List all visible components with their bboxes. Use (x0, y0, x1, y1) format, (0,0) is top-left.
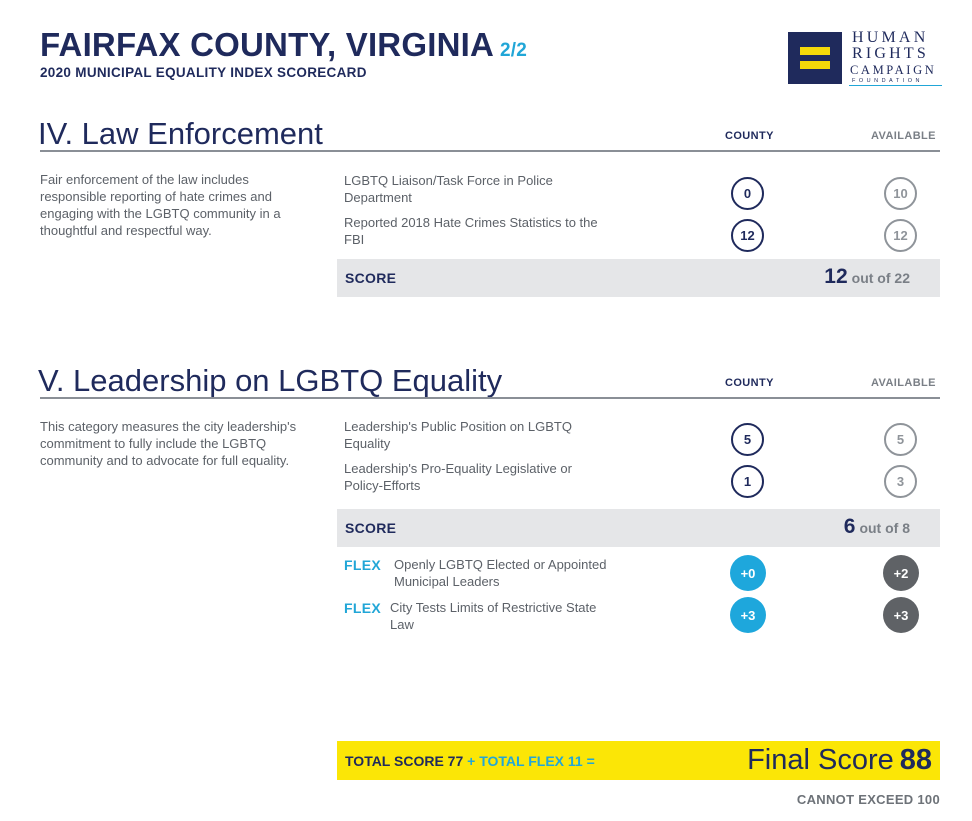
section-title-law-enforcement: IV. Law Enforcement (38, 116, 323, 151)
section-divider (40, 150, 940, 152)
column-header-county: COUNTY (725, 130, 774, 142)
available-score-badge: 12 (884, 219, 917, 252)
available-score-badge: 10 (884, 177, 917, 210)
logo-line-human: HUMAN (852, 29, 929, 46)
flex-criterion-label: City Tests Limits of Restrictive State Law (390, 600, 597, 632)
section-divider (40, 397, 940, 399)
equality-icon (788, 32, 842, 84)
section-description: Fair enforcement of the law includes responsible reporting of hate crimes and engaging with the LGBTQ community in a thoughtful and respectful way. (40, 172, 281, 238)
county-score-badge: 5 (731, 423, 764, 456)
county-score-badge: 0 (731, 177, 764, 210)
score-out-of: out of 8 (859, 520, 910, 536)
logo-line-foundation: FOUNDATION (852, 78, 923, 84)
available-score-badge: 3 (884, 465, 917, 498)
criterion-label: Leadership's Public Position on LGBTQ Equality (344, 419, 572, 451)
logo-line-rights: RIGHTS (852, 45, 929, 62)
total-score-label: TOTAL SCORE 77 (345, 753, 464, 769)
score-number: 6 (843, 515, 856, 538)
available-score-badge: 5 (884, 423, 917, 456)
score-label: SCORE (345, 520, 397, 536)
page-indicator: 2/2 (500, 40, 528, 61)
score-cap-note: CANNOT EXCEED 100 (796, 792, 940, 807)
final-score (747, 744, 932, 777)
score-value (824, 265, 910, 289)
final-score-value: 88 (899, 744, 932, 776)
score-number: 12 (824, 265, 848, 288)
page-title (40, 26, 527, 64)
logo-line-campaign: CAMPAIGN (850, 63, 937, 77)
column-header-available: AVAILABLE (871, 130, 936, 142)
flex-county-badge: +3 (730, 597, 766, 633)
final-score-label: Final Score (747, 744, 894, 776)
total-breakdown (345, 753, 595, 769)
score-label: SCORE (345, 270, 397, 286)
county-score-badge: 1 (731, 465, 764, 498)
plus-sign: + (467, 753, 476, 769)
section-description: This category measures the city leadership's commitment to fully include the LGBTQ community and to advocate for full equality. (40, 419, 297, 468)
logo-underline (849, 85, 942, 86)
column-header-available: AVAILABLE (871, 377, 936, 389)
county-score-badge: 12 (731, 219, 764, 252)
criterion-label: LGBTQ Liaison/Task Force in Police Department (344, 173, 553, 205)
criterion-label: Reported 2018 Hate Crimes Statistics to the FBI (344, 215, 598, 247)
equals-sign: = (586, 753, 595, 769)
total-flex-label: TOTAL FLEX 11 (479, 753, 583, 769)
flex-available-badge: +3 (883, 597, 919, 633)
flex-criterion-label: Openly LGBTQ Elected or Appointed Municipal Leaders (394, 557, 607, 589)
section-title-leadership: V. Leadership on LGBTQ Equality (38, 363, 503, 398)
section-score-bar (337, 509, 940, 547)
hrc-logo-text (850, 30, 936, 78)
column-header-county: COUNTY (725, 377, 774, 389)
final-score-bar (337, 741, 940, 780)
score-value (844, 515, 910, 539)
section-score-bar (337, 259, 940, 297)
flex-county-badge: +0 (730, 555, 766, 591)
criterion-label: Leadership's Pro-Equality Legislative or Policy-Efforts (344, 461, 572, 493)
page-subtitle: 2020 MUNICIPAL EQUALITY INDEX SCORECARD (40, 65, 367, 80)
title-text: FAIRFAX COUNTY, VIRGINIA (40, 26, 495, 63)
flex-available-badge: +2 (883, 555, 919, 591)
flex-tag: FLEX (344, 600, 381, 616)
score-out-of: out of 22 (851, 270, 910, 286)
flex-tag: FLEX (344, 557, 381, 573)
